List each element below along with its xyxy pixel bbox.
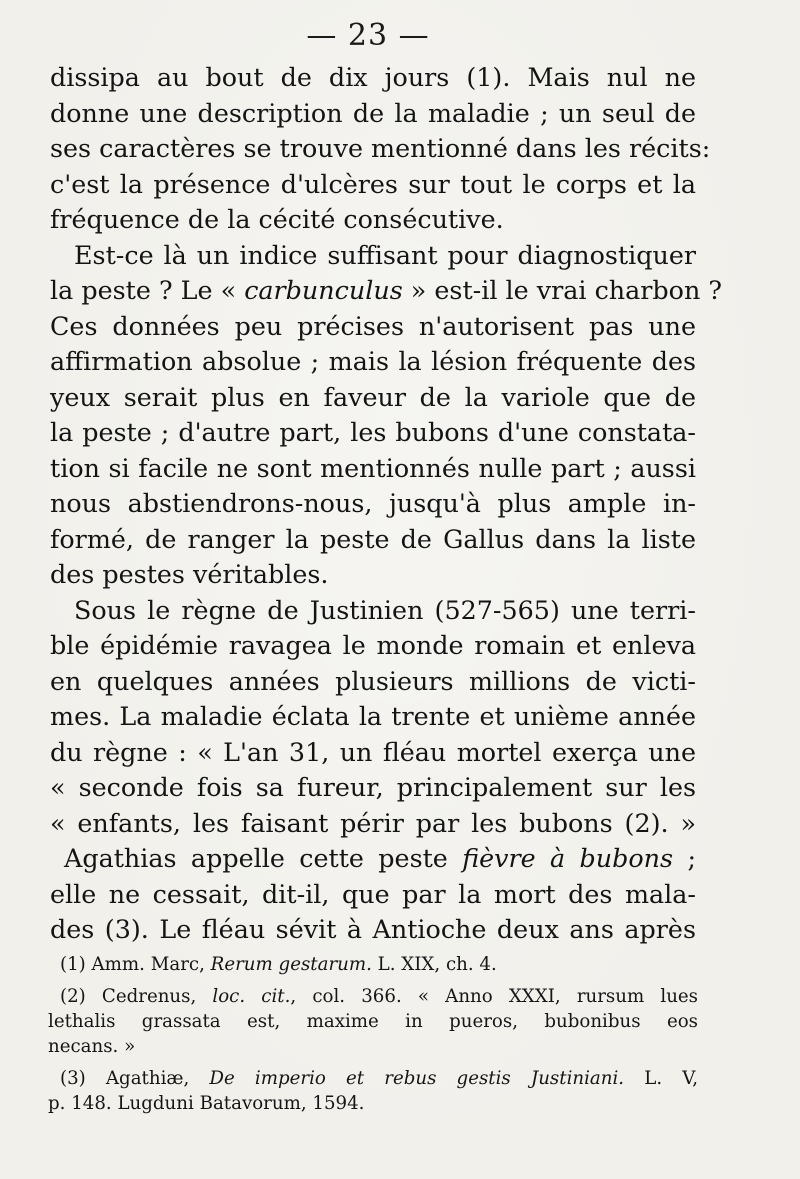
text-line: ses caractères se trouve mentionné dans les récits: bbox=[50, 133, 711, 163]
text-line: dissipa au bout de dix jours (1). Mais nul ne bbox=[50, 62, 696, 92]
text-line: « enfants, les faisant périr par les bubons (2). » bbox=[50, 807, 696, 838]
footnote-text: (1) Amm. Marc, bbox=[60, 954, 211, 975]
text-line: des (3). Le fléau sévit à Antioche deux ans après bbox=[50, 914, 696, 944]
footnote-text: (2) Cedrenus, bbox=[60, 986, 213, 1007]
footnote-3 bbox=[48, 1066, 698, 1091]
text-line: des pestes véritables. bbox=[50, 559, 329, 589]
text-line: donne une description de la maladie ; un seul de bbox=[50, 97, 696, 128]
text-line: Sous le règne de Justinien (527-565) une terri- bbox=[74, 594, 696, 625]
italic-term: carbunculus bbox=[244, 275, 403, 305]
text-line: ble épidémie ravagea le monde romain et enleva bbox=[50, 630, 696, 660]
text-line: la peste ; d'autre part, les bubons d'une constata- bbox=[50, 417, 696, 447]
footnote-3-line: p. 148. Lugduni Batavorum, 1594. bbox=[48, 1093, 365, 1114]
footnotes bbox=[48, 952, 698, 1116]
footnote-2 bbox=[48, 984, 698, 1009]
text-line-mixed bbox=[50, 841, 696, 877]
footnote-1 bbox=[48, 952, 698, 977]
text-segment: Agathias appelle cette peste bbox=[64, 843, 463, 873]
footnote-title: Rerum gestarum. bbox=[210, 954, 372, 975]
text-line: nous abstiendrons-nous, jusqu'à plus ample in- bbox=[50, 488, 696, 518]
body-text bbox=[50, 60, 722, 948]
footnote-2-line: necans. » bbox=[48, 1036, 136, 1057]
text-line: tion si facile ne sont mentionnés nulle part ; aussi bbox=[50, 452, 696, 483]
text-line: fréquence de la cécité consécutive. bbox=[50, 204, 504, 234]
text-line: yeux serait plus en faveur de la variole que de bbox=[50, 381, 696, 412]
footnote-text: , col. 366. « Anno XXXI, rursum lues bbox=[290, 986, 699, 1007]
text-line: du règne : « L'an 31, un fléau mortel exerça une bbox=[50, 736, 696, 767]
text-line: « seconde fois sa fureur, principalement sur les bbox=[50, 772, 696, 802]
text-line: affirmation absolue ; mais la lésion fréquente des bbox=[50, 346, 696, 376]
footnote-text: L. XIX, ch. 4. bbox=[371, 954, 497, 975]
text-line-mixed bbox=[50, 273, 722, 309]
page-number: — 23 — bbox=[306, 18, 430, 53]
footnote-title: loc. cit. bbox=[212, 986, 291, 1007]
text-line: mes. La maladie éclata la trente et unième année bbox=[50, 701, 696, 731]
text-line: Ces données peu précises n'autorisent pas une bbox=[50, 310, 696, 341]
text-line: formé, de ranger la peste de Gallus dans la liste bbox=[50, 523, 696, 554]
text-line: c'est la présence d'ulcères sur tout le corps et la bbox=[50, 168, 696, 199]
text-line: en quelques années plusieurs millions de victi- bbox=[50, 665, 696, 696]
text-segment: ; bbox=[673, 843, 696, 873]
text-line: elle ne cessait, dit-il, que par la mort des mala- bbox=[50, 878, 696, 909]
footnote-2-line: lethalis grassata est, maxime in pueros, bubonibus eos bbox=[48, 1011, 698, 1032]
footnote-text: L. V, bbox=[624, 1068, 698, 1089]
footnote-text: (3) Agathiæ, bbox=[60, 1068, 210, 1089]
text-segment: » est-il le vrai charbon ? bbox=[402, 275, 722, 305]
italic-term: fièvre à bubons bbox=[462, 843, 674, 873]
footnote-title: De imperio et rebus gestis Justiniani. bbox=[209, 1068, 625, 1089]
text-segment: la peste ? Le « bbox=[50, 275, 245, 305]
text-line: Est-ce là un indice suffisant pour diagnostiquer bbox=[74, 239, 696, 270]
